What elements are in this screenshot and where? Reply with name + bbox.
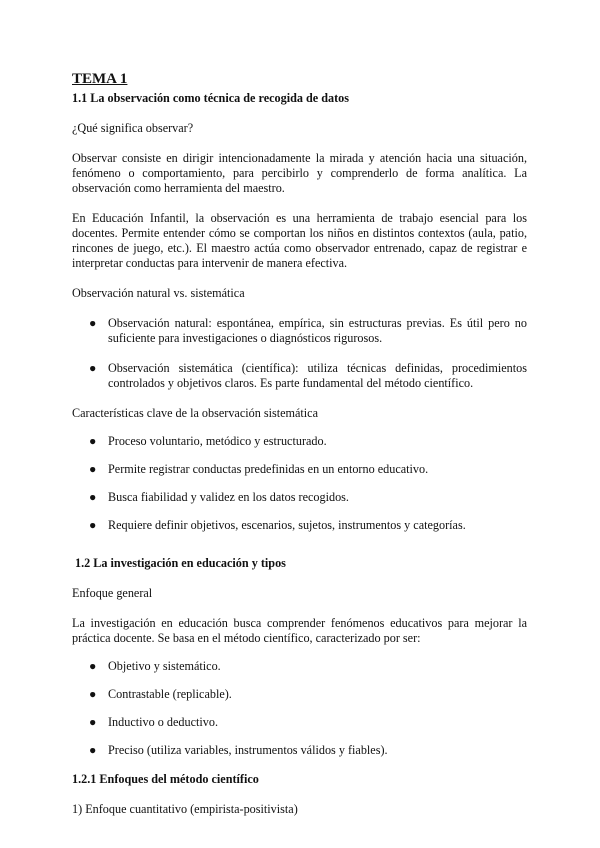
bullet-icon: ● [89,361,97,375]
bullet-icon: ● [89,462,97,476]
document-title: TEMA 1 [72,71,128,87]
list-item-text: Proceso voluntario, metódico y estructurado. [108,434,327,448]
list-item-text: Busca fiabilidad y validez en los datos recogidos. [108,490,349,504]
list-item-text: Permite registrar conductas predefinidas en un entorno educativo. [108,462,429,476]
paragraph-observar: Observar consiste en dirigir intencionadamente la mirada y atención hacia una situación, fenómeno o comportamiento, para percibirlo y comprenderlo de forma analítica. La observación como herramienta del maestro. [72,151,527,195]
bullet-icon: ● [89,316,97,330]
bullet-icon: ● [89,434,97,448]
subheading-natural-vs-sistematica: Observación natural vs. sistemática [72,286,245,300]
section-heading-1-2: 1.2 La investigación en educación y tipos [75,556,286,570]
list-item-text: Inductivo o deductivo. [108,715,219,729]
bullet-list-method-features [72,659,527,758]
list-item [72,434,527,449]
bullet-icon: ● [89,518,97,532]
list-item-text: Preciso (utiliza variables, instrumentos válidos y fiables). [108,743,388,757]
bullet-icon: ● [89,659,97,673]
list-item [72,490,527,505]
subheading-caracteristicas: Características clave de la observación sistemática [72,406,319,420]
bullet-icon: ● [89,743,97,757]
list-item [72,518,527,533]
paragraph-investigacion: La investigación en educación busca comprender fenómenos educativos para mejorar la práctica docente. Se basa en el método científico, caracterizado por ser: [72,616,527,645]
list-item-text: Observación sistemática (científica): utiliza técnicas definidas, procedimientos controlados y objetivos claros. Es parte fundamental del método científico. [108,361,527,390]
document-page [72,70,527,817]
list-item-text: Requiere definir objetivos, escenarios, sujetos, instrumentos y categorías. [108,518,466,532]
list-item-text: Objetivo y sistemático. [108,659,221,673]
list-item [72,715,527,730]
subheading-enfoque-general: Enfoque general [72,586,153,600]
list-item [72,687,527,702]
list-item [72,743,527,758]
section-heading-1-1: 1.1 La observación como técnica de recogida de datos [72,91,350,105]
enfoque-cuantitativo-item: 1) Enfoque cuantitativo (empirista-positivista) [72,802,298,816]
bullet-icon: ● [89,490,97,504]
bullet-icon: ● [89,687,97,701]
section-heading-1-2-1: 1.2.1 Enfoques del método científico [72,772,259,786]
list-item [72,659,527,674]
list-item [72,316,527,346]
list-item-text: Observación natural: espontánea, empírica, sin estructuras previas. Es útil pero no suficiente para investigaciones o diagnósticos rigurosos. [108,316,527,345]
bullet-icon: ● [89,715,97,729]
bullet-list-observation-types [72,316,527,391]
list-item-text: Contrastable (replicable). [108,687,232,701]
question-text: ¿Qué significa observar? [72,121,194,135]
paragraph-educacion-infantil: En Educación Infantil, la observación es una herramienta de trabajo esencial para los docentes. Permite entender cómo se comportan los niños en distintos contextos (aula, patio, rincones de juego, etc.). El maestro actúa como observador entrenado, capaz de registrar e interpretar conductas para intervenir de manera efectiva. [72,211,527,270]
bullet-list-characteristics [72,434,527,533]
list-item [72,462,527,477]
list-item [72,361,527,391]
